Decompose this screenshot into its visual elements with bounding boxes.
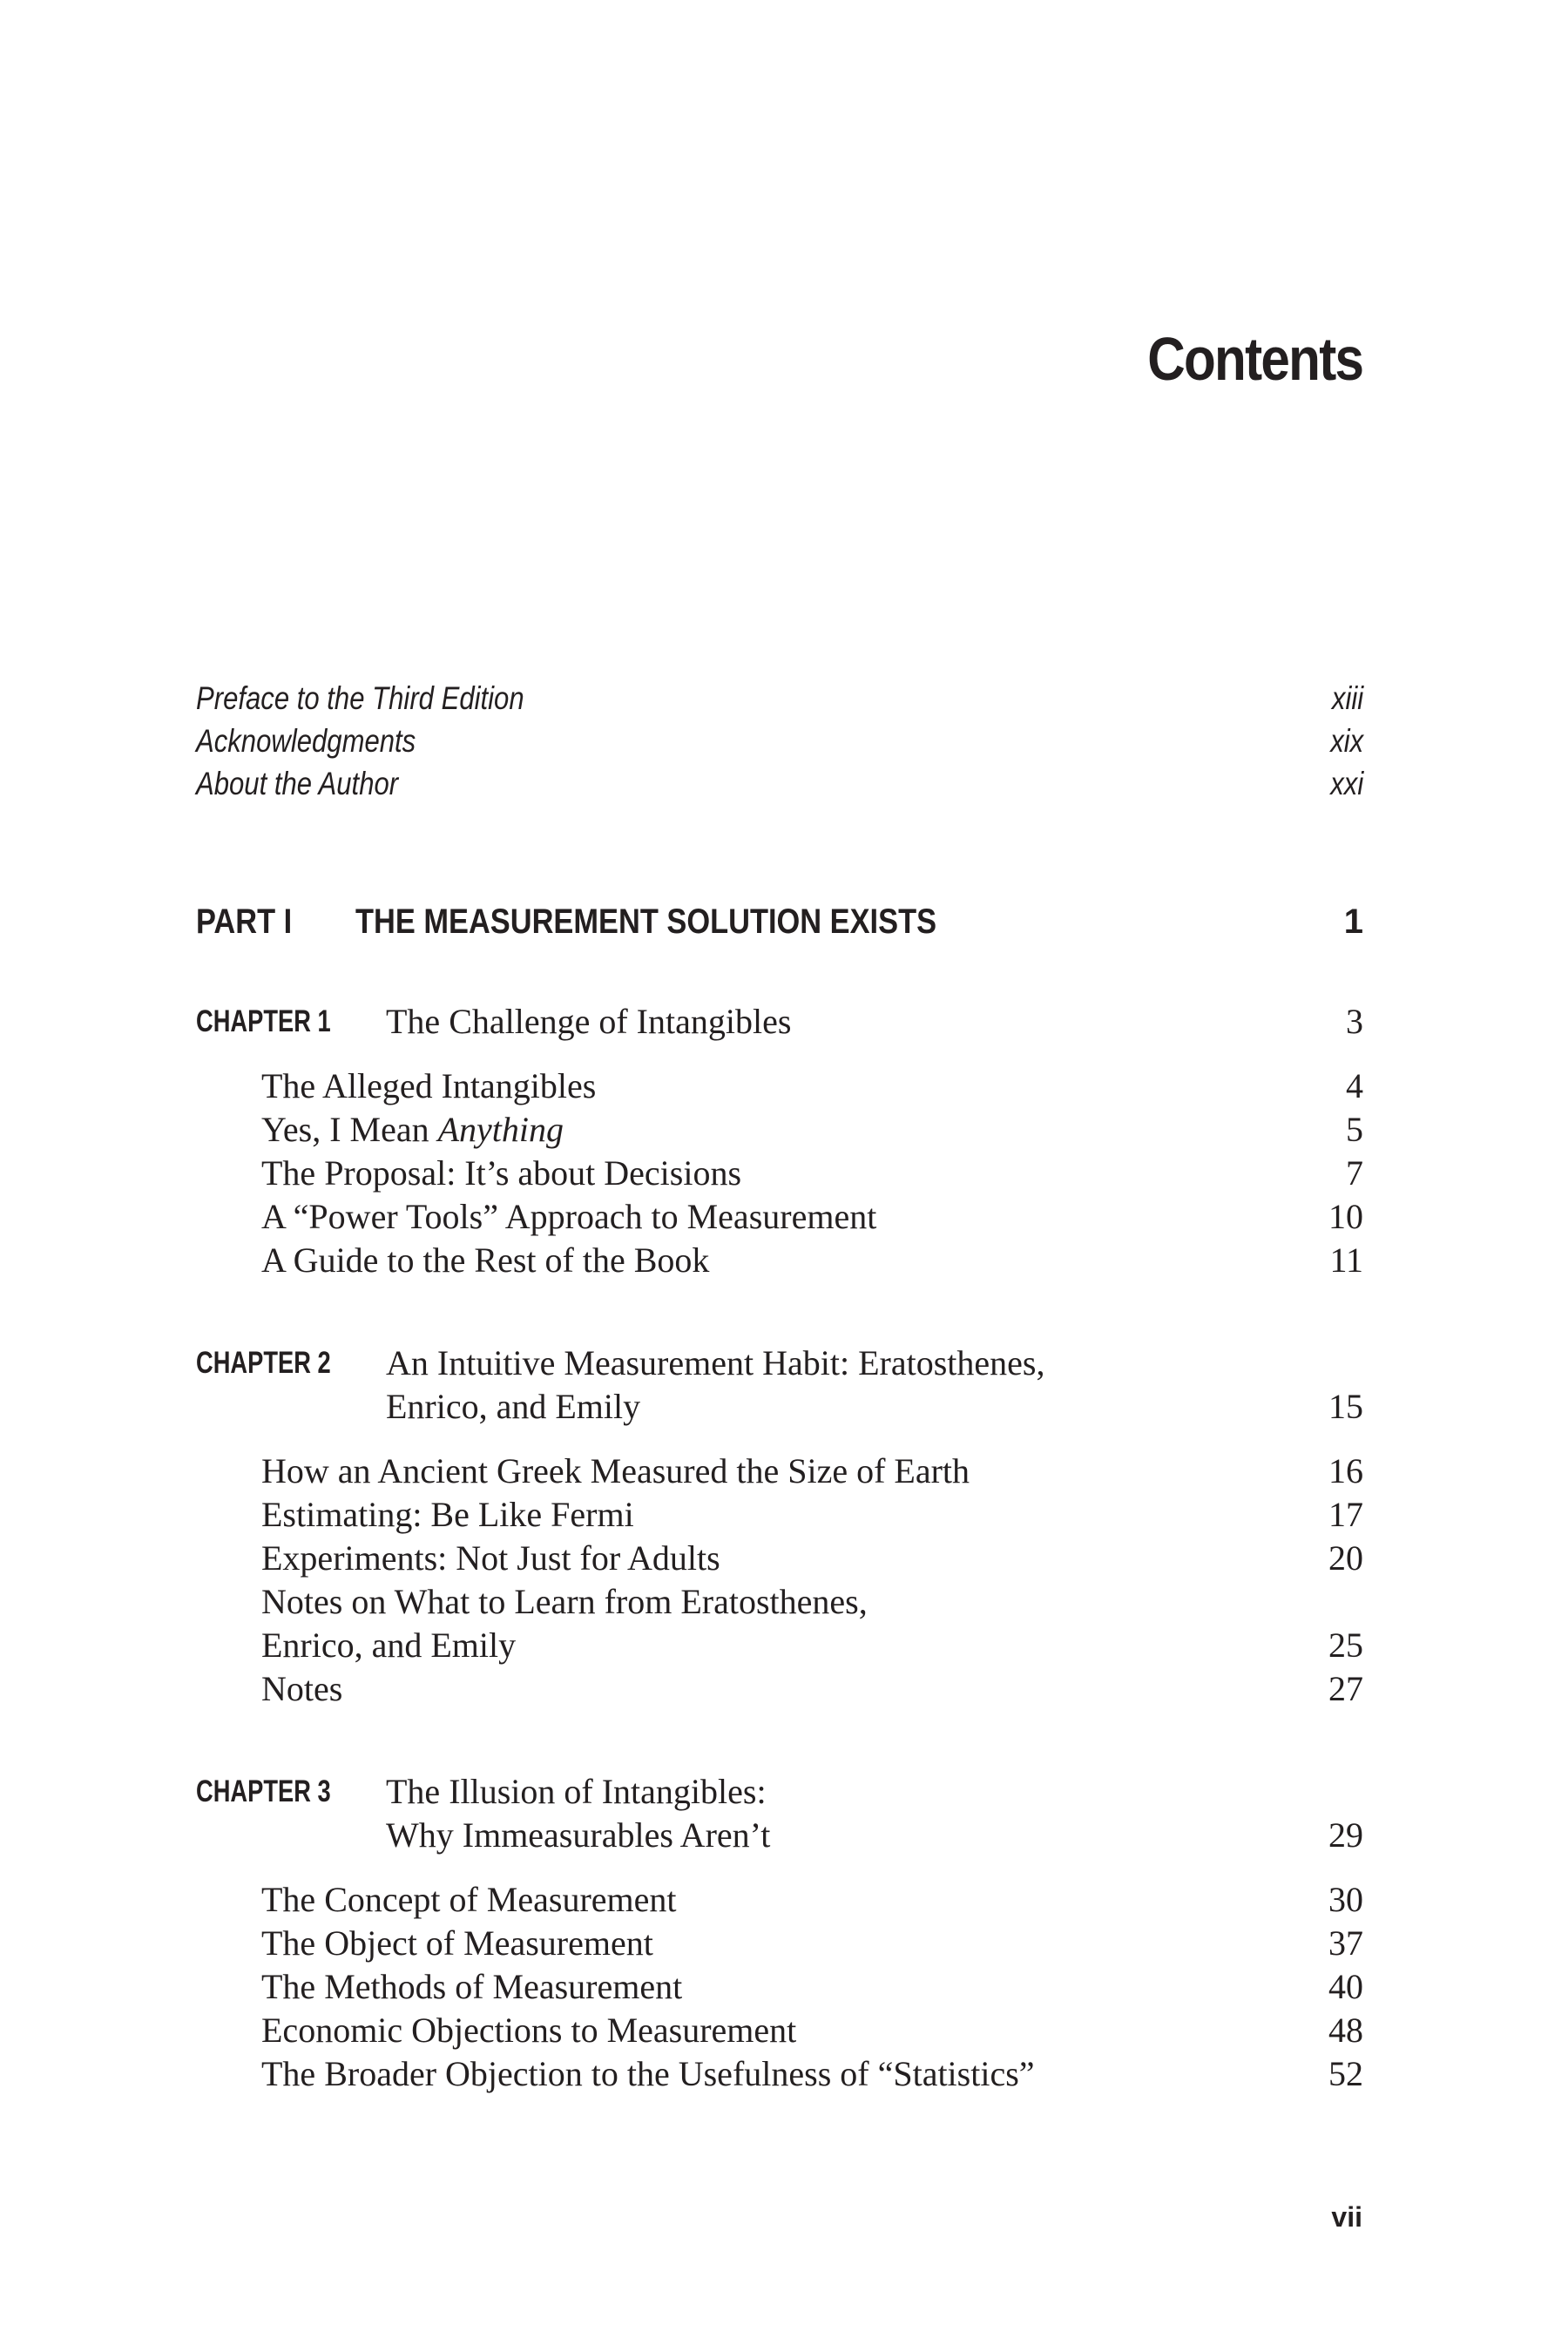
section-entry[interactable] bbox=[261, 1239, 1363, 1282]
section-title: The Broader Objection to the Usefulness of “Statistics” bbox=[261, 2054, 1035, 2093]
toc-entry-preface[interactable] bbox=[196, 677, 1363, 720]
chapter-3-title-line-1[interactable] bbox=[386, 1770, 1363, 1814]
toc-entry-about-author[interactable] bbox=[196, 762, 1363, 806]
chapter-page: 3 bbox=[1346, 1002, 1363, 1041]
section-page: 27 bbox=[1328, 1669, 1363, 1708]
section-page: 5 bbox=[1346, 1110, 1363, 1149]
section-title: The Alleged Intangibles bbox=[261, 1066, 597, 1105]
section-page: 37 bbox=[1328, 1923, 1363, 1963]
section-page: 40 bbox=[1328, 1967, 1363, 2006]
part-page: 1 bbox=[1343, 902, 1363, 941]
section-entry[interactable] bbox=[261, 2009, 1363, 2052]
section-page: 4 bbox=[1346, 1066, 1363, 1105]
chapter-2-title-line-1[interactable] bbox=[386, 1342, 1363, 1385]
section-page: 25 bbox=[1328, 1625, 1363, 1665]
section-title: A “Power Tools” Approach to Measurement bbox=[261, 1197, 877, 1236]
chapter-2-title-line-2[interactable] bbox=[386, 1385, 1363, 1429]
section-entry[interactable] bbox=[261, 1152, 1363, 1195]
section-entry-line-2[interactable] bbox=[261, 1624, 1363, 1667]
chapter-title-line: The Illusion of Intangibles: bbox=[386, 1772, 767, 1811]
toc-entry-page: xix bbox=[1330, 723, 1363, 759]
section-page: 30 bbox=[1328, 1880, 1363, 1919]
chapter-1-title[interactable] bbox=[386, 1000, 1363, 1044]
section-title: The Methods of Measurement bbox=[261, 1967, 683, 2006]
section-title: Experiments: Not Just for Adults bbox=[261, 1538, 720, 1578]
section-entry[interactable] bbox=[261, 1965, 1363, 2009]
section-title: How an Ancient Greek Measured the Size of Earth bbox=[261, 1451, 970, 1490]
section-page: 17 bbox=[1328, 1495, 1363, 1534]
section-title: A Guide to the Rest of the Book bbox=[261, 1240, 710, 1280]
chapter-title-line: Why Immeasurables Aren’t bbox=[386, 1815, 771, 1855]
chapter-1-label: CHAPTER 1 bbox=[196, 1004, 331, 1038]
section-page: 10 bbox=[1328, 1197, 1363, 1236]
section-entry[interactable] bbox=[261, 1922, 1363, 1965]
chapter-title-line: The Challenge of Intangibles bbox=[386, 1002, 792, 1041]
toc-entry-page: xiii bbox=[1331, 680, 1363, 716]
section-title: The Object of Measurement bbox=[261, 1923, 653, 1963]
section-title-emphasis: Anything bbox=[437, 1110, 564, 1149]
section-title: The Proposal: It’s about Decisions bbox=[261, 1153, 742, 1193]
toc-entry-title: Preface to the Third Edition bbox=[196, 680, 524, 716]
chapter-page: 29 bbox=[1328, 1815, 1363, 1855]
section-page: 20 bbox=[1328, 1538, 1363, 1578]
section-page: 7 bbox=[1346, 1153, 1363, 1193]
chapter-page: 15 bbox=[1328, 1387, 1363, 1426]
chapter-3-label: CHAPTER 3 bbox=[196, 1774, 331, 1808]
section-entry[interactable] bbox=[261, 1493, 1363, 1537]
page-title: Contents bbox=[1146, 325, 1362, 393]
toc-entry-title: About the Author bbox=[196, 766, 399, 801]
page-number: vii bbox=[1331, 2201, 1362, 2233]
toc-entry-title: Acknowledgments bbox=[196, 723, 416, 759]
chapter-2-label: CHAPTER 2 bbox=[196, 1346, 331, 1380]
section-title: The Concept of Measurement bbox=[261, 1880, 677, 1919]
section-title: Yes, I Mean bbox=[261, 1110, 438, 1149]
section-title: Estimating: Be Like Fermi bbox=[261, 1495, 634, 1534]
section-title: Notes bbox=[261, 1669, 343, 1708]
section-entry[interactable] bbox=[261, 1878, 1363, 1922]
toc-part-1[interactable] bbox=[196, 896, 1363, 948]
section-entry-line-1[interactable] bbox=[261, 1580, 1363, 1624]
chapter-title-line: Enrico, and Emily bbox=[386, 1387, 641, 1426]
section-title: Economic Objections to Measurement bbox=[261, 2011, 797, 2050]
section-entry[interactable] bbox=[261, 1064, 1363, 1108]
section-page: 52 bbox=[1328, 2054, 1363, 2093]
section-entry[interactable] bbox=[261, 2052, 1363, 2096]
section-page: 48 bbox=[1328, 2011, 1363, 2050]
section-title: Notes on What to Learn from Eratosthenes, bbox=[261, 1582, 868, 1621]
section-entry[interactable] bbox=[261, 1667, 1363, 1711]
section-entry[interactable] bbox=[261, 1195, 1363, 1239]
chapter-3-title-line-2[interactable] bbox=[386, 1814, 1363, 1857]
section-title: Enrico, and Emily bbox=[261, 1625, 517, 1665]
section-entry[interactable] bbox=[261, 1108, 1363, 1152]
part-label: PART I bbox=[196, 902, 293, 941]
section-page: 16 bbox=[1328, 1451, 1363, 1490]
toc-entry-acknowledgments[interactable] bbox=[196, 720, 1363, 763]
part-title: THE MEASUREMENT SOLUTION EXISTS bbox=[355, 902, 937, 941]
section-page: 11 bbox=[1329, 1240, 1363, 1280]
section-entry[interactable] bbox=[261, 1450, 1363, 1493]
section-entry[interactable] bbox=[261, 1537, 1363, 1580]
toc-entry-page: xxi bbox=[1330, 766, 1363, 801]
chapter-title-line: An Intuitive Measurement Habit: Eratosthenes, bbox=[386, 1343, 1045, 1382]
